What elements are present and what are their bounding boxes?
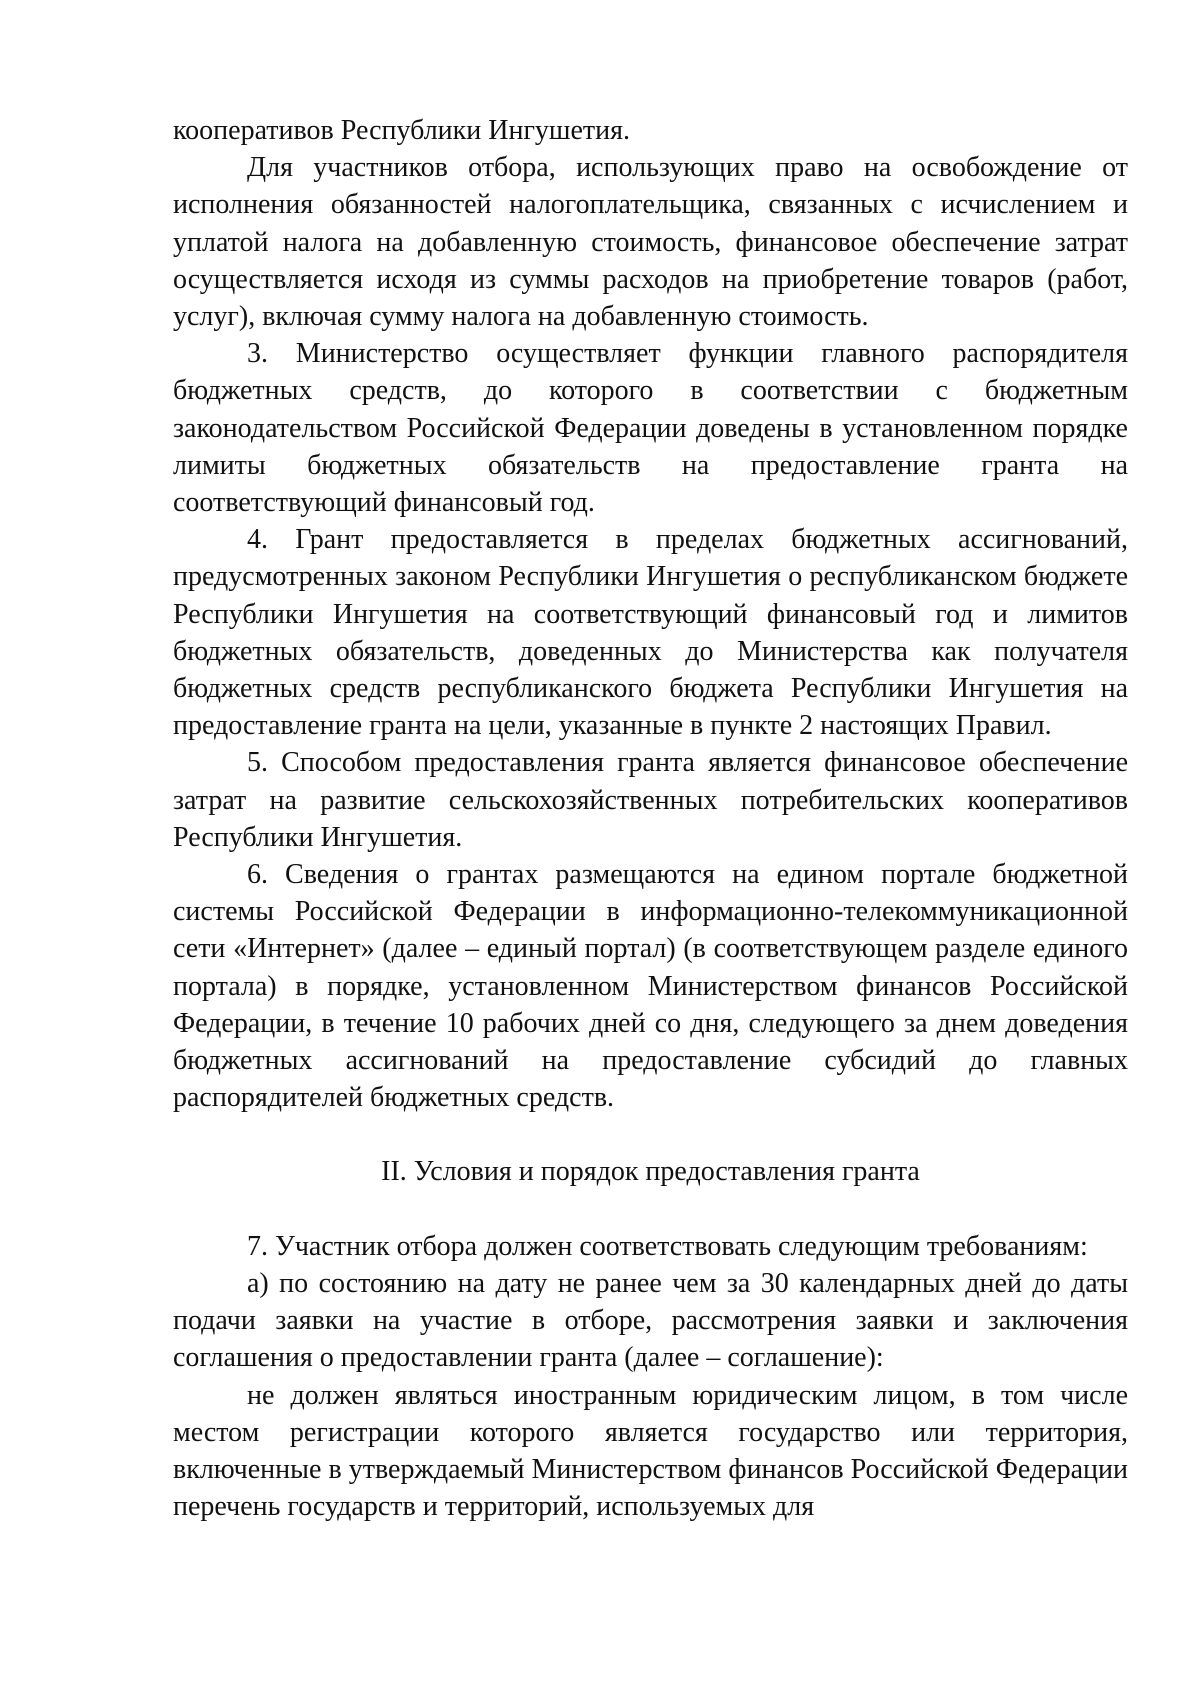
spacer — [173, 1191, 1128, 1228]
paragraph-item-4: 4. Грант предоставляется в пределах бюджетных ассигнований, предусмотренных законом Республики Ингушетия о республиканском бюджете Республики Ингушетия на соответствующий финансовый год и лимитов бюджетных обязательств, доведенных до Министерства как получателя бюджетных средств республиканского бюджета Республики Ингушетия на предоставление гранта на цели, указанные в пункте 2 настоящих Правил. — [173, 524, 1128, 742]
spacer — [173, 1116, 1128, 1153]
paragraph-continuation: кооперативов Республики Ингушетия. — [173, 115, 631, 146]
section-heading: II. Условия и порядок предоставления гранта — [381, 1156, 920, 1188]
paragraph-foreign-entity: не должен являться иностранным юридическим лицом, в том числе местом регистрации которого является государство или территория, включенные в утверждаемый Министерством финансов Российской Федерации перечень государств и территорий, используемых для — [173, 1379, 1128, 1523]
paragraph-item-5: 5. Способом предоставления гранта является финансовое обеспечение затрат на развитие сельскохозяйственных потребительских кооперативов Республики Ингушетия. — [173, 747, 1128, 853]
paragraph-item-6: 6. Сведения о грантах размещаются на едином портале бюджетной системы Российской Федерации в информационно-телекоммуникационной сети «Интернет» (далее – единый портал) (в соответствующем разделе единого портала) в порядке, установленном Министерством финансов Российской Федерации, в течение 10 рабочих дней со дня, следующего за днем доведения бюджетных ассигнований на предоставление субсидий до главных распорядителей бюджетных средств. — [173, 859, 1128, 1114]
paragraph-item-3: 3. Министерство осуществляет функции главного распорядителя бюджетных средств, до которого в соответствии с бюджетным законодательством Российской Федерации доведены в установленном порядке лимиты бюджетных обязательств на предоставление гранта на соответствующий финансовый год. — [173, 338, 1128, 519]
paragraph-item-7a: а) по состоянию на дату не ранее чем за 30 календарных дней до даты подачи заявки на участие в отборе, рассмотрения заявки и заключения соглашения о предоставлении гранта (далее – соглашение): — [173, 1267, 1128, 1374]
paragraph-vat-exemption: Для участников отбора, использующих право на освобождение от исполнения обязанностей налогоплательщика, связанных с исчислением и уплатой налога на добавленную стоимость, финансовое обеспечение затрат осуществляется исходя из суммы расходов на приобретение товаров (работ, услуг), включая сумму налога на добавленную стоимость. — [173, 152, 1128, 333]
paragraph-item-7: 7. Участник отбора должен соответствовать следующим требованиям: — [247, 1230, 1088, 1262]
document-page — [173, 112, 1128, 1525]
